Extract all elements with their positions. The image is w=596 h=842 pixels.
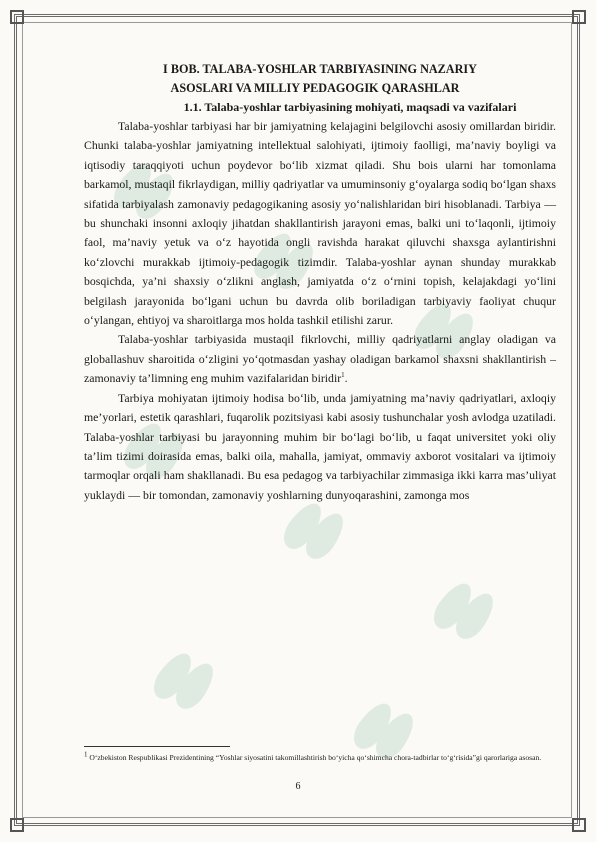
footnote-ref[interactable]: 1 — [341, 371, 345, 380]
paragraph-2-text: Talaba-yoshlar tarbiyasida mustaqil fikrlovchi, milliy qadriyatlarni anglay oladigan va globallashuv sharoitida o‘zligini yo‘qotmasdan yashay oladigan barkamol shaxsni shakllantirish – zamonaviy ta’limning eng muhim vazifalaridan biridir — [84, 332, 556, 386]
footnote-marker: 1 — [84, 750, 88, 759]
footnote — [84, 752, 556, 763]
corner-ornament — [572, 818, 586, 832]
paragraph-2-end: . — [344, 371, 348, 386]
footnote-separator — [84, 746, 230, 747]
page-content — [84, 60, 556, 505]
corner-ornament — [10, 818, 24, 832]
paragraph-1: Talaba-yoshlar tarbiyasi har bir jamiyatning kelajagini belgilovchi asosiy omillardan biridir. Chunki talaba-yoshlar jamiyatning intellektual salohiyati, ijtimoiy faolligi, ma’naviy boyligi va iqtisodiy taraqqiyoti uchun poydevor bo‘lib xizmat qiladi. Shu bois ularni har tomonlama barkamol, mustaqil fikrlaydigan, milliy qadriyatlar va umuminsoniy g‘oyalarga sodiq bo‘lgan shaxs sifatida tarbiyalash zamonaviy pedagogikaning asosiy yo‘nalishlaridan biri hisoblanadi. Tarbiya — bu shunchaki insonni axloqiy jihatdan shakllantirish jarayoni emas, balki uni to‘laqonli, ijtimoiy faol, ma’naviy yetuk va o‘z hayotida ongli ravishda harakat qiluvchi shaxsga aylantirishni ko‘zlovchi murakkab ijtimoiy-pedagogik tizimdir. Talaba-yoshlar aynan shunday murakkab bosqichda, ya’ni shaxsiy o‘zlikni anglash, jamiyatda o‘z o‘rnini topish, kelajakdagi yo‘lini belgilash jarayonida bo‘lgani uchun bu davrda olib boriladigan tarbiyaviy faoliyat chuqur o‘ylangan, ehtiyoj va sharoitlarga mos holda tashkil etilishi zarur. — [84, 119, 556, 328]
chapter-title-line1: I BOB. TALABA-YOSHLAR TARBIYASINING NAZARIY — [163, 62, 477, 76]
footnote-text: O‘zbekiston Respublikasi Prezidentining “Yoshlar siyosatini takomillashtirish bo‘yicha qo‘shimcha chora-tadbirlar to‘g‘risida”gi qarorlariga asosan. — [87, 753, 542, 762]
chapter-title — [84, 60, 556, 98]
chapter-title-line2: ASOSLARI VA MILLIY PEDAGOGIK QARASHLAR — [170, 81, 460, 95]
paragraph-2 — [84, 330, 556, 388]
corner-ornament — [10, 10, 24, 24]
page-number: 6 — [295, 781, 301, 792]
corner-ornament — [572, 10, 586, 24]
section-title: 1.1. Talaba-yoshlar tarbiyasining mohiyati, maqsadi va vazifalari — [183, 100, 517, 114]
paragraph-3: Tarbiya mohiyatan ijtimoiy hodisa bo‘lib, unda jamiyatning ma’naviy qadriyatlari, axloqiy me’yorlari, estetik qarashlari, fuqarolik pozitsiyasi kabi asosiy tushunchalar yosh avlodga uzatiladi. Talaba-yoshlar tarbiyasi bu jarayonning muhim bir bo‘lagi bo‘lib, u faqat universitet yoki oliy ta’lim tizimi doirasida emas, balki oila, mahalla, jamiyat, ommaviy axborot vositalari va ijtimoiy tarmoqlar orqali ham shakllanadi. Bu esa pedagog va tarbiyachilar zimmasiga ikki karra mas’uliyat yuklaydi — bir tomondan, zamonaviy yoshlarning dunyoqarashini, zamonga mos — [84, 390, 556, 502]
